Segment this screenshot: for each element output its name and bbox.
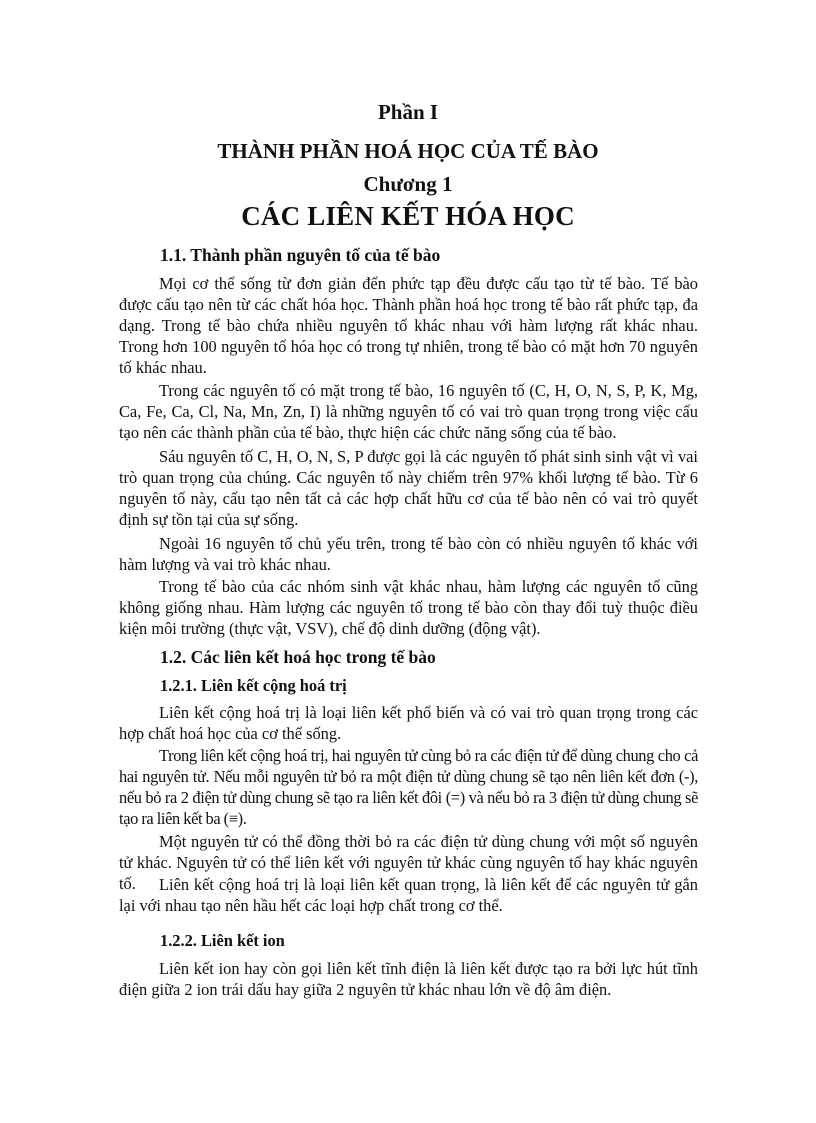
paragraph: Một nguyên tử có thể đồng thời bỏ ra các điện tử dùng chung với một số nguyên tử khác. Nguyên tử có thể liên kết với nguyên tử khác cùng nguyên tố hay khác nguyên tố. [119, 832, 698, 893]
subsection-1-2-1-body-4 [119, 874, 698, 916]
paragraph: Mọi cơ thể sống từ đơn giản đến phức tạp đều được cấu tạo từ tế bào. Tế bào được cấu tạo nên từ các chất hóa học. Thành phần hoá học trong tế bào rất phức tạp, đa dạng. Trong tế bào chứa nhiều nguyên tố khác nhau với hàm lượng rất khác nhau. Trong hơn 100 nguyên tố hóa học có trong tự nhiên, trong tế bào có mặt hơn 70 nguyên tố khác nhau. [119, 274, 698, 377]
section-1-1-body-3 [119, 446, 698, 530]
subsection-1-2-1-body [119, 702, 698, 744]
paragraph: Ngoài 16 nguyên tố chủ yếu trên, trong tế bào còn có nhiều nguyên tố khác với hàm lượng và vai trò khác nhau. [119, 534, 698, 574]
chapter-title: CÁC LIÊN KẾT HÓA HỌC [241, 201, 575, 231]
part-title: THÀNH PHẦN HOÁ HỌC CỦA TẾ BÀO [217, 139, 599, 163]
paragraph: Liên kết cộng hoá trị là loại liên kết phổ biến và có vai trò quan trọng trong các hợp chất hoá học của cơ thể sống. [119, 703, 698, 743]
subsection-heading-1-2-1: 1.2.1. Liên kết cộng hoá trị [160, 676, 347, 695]
subsection-1-2-1-body-2 [119, 745, 698, 829]
section-heading-1-2: 1.2. Các liên kết hoá học trong tế bào [160, 647, 436, 667]
paragraph: Trong tế bào của các nhóm sinh vật khác nhau, hàm lượng các nguyên tố cũng không giống nhau. Hàm lượng các nguyên tố trong tế bào còn thay đổi tuỳ thuộc điều kiện môi trường (thực vật, VSV), chế độ dinh dưỡng (động vật). [119, 577, 698, 638]
paragraph: Liên kết cộng hoá trị là loại liên kết quan trọng, là liên kết để các nguyên tử gắn lại với nhau tạo nên hầu hết các loại hợp chất trong cơ thể. [119, 875, 698, 915]
subsection-1-2-2-body [119, 958, 698, 1000]
section-1-1-body-5 [119, 576, 698, 639]
section-1-1-body-4 [119, 533, 698, 575]
paragraph: Liên kết ion hay còn gọi liên kết tĩnh điện là liên kết được tạo ra bởi lực hút tĩnh điện giữa 2 ion trái dấu hay giữa 2 nguyên tử khác nhau lớn về độ âm điện. [119, 959, 698, 999]
subsection-heading-1-2-2: 1.2.2. Liên kết ion [160, 931, 285, 950]
part-label: Phần I [377, 100, 439, 124]
section-heading-1-1: 1.1. Thành phần nguyên tố của tế bào [160, 245, 441, 265]
paragraph: Sáu nguyên tố C, H, O, N, S, P được gọi là các nguyên tố phát sinh sinh vật vì vai trò quan trọng của chúng. Các nguyên tố này chiếm trên 97% khối lượng tế bào. Từ 6 nguyên tố này, cấu tạo nên tất cả các hợp chất hữu cơ của tế bào nên có vai trò quyết định sự tồn tại của sự sống. [119, 447, 698, 529]
section-1-1-body-2 [119, 380, 698, 443]
chapter-label: Chương 1 [363, 172, 453, 196]
section-1-1-body [119, 273, 698, 378]
paragraph: Trong các nguyên tố có mặt trong tế bào, 16 nguyên tố (C, H, O, N, S, P, K, Mg, Ca, Fe, Ca, Cl, Na, Mn, Zn, I) là những nguyên tố có vai trò quan trọng trong việc cấu tạo nên các thành phần của tế bào, thực hiện các chức năng sống của tế bào. [119, 381, 698, 442]
paragraph: Trong liên kết cộng hoá trị, hai nguyên tử cùng bỏ ra các điện tử để dùng chung cho cả hai nguyên tử. Nếu mỗi nguyên tử bỏ ra một điện tử dùng chung sẽ tạo nên liên kết đơn (-), nếu bỏ ra 2 điện tử dùng chung sẽ tạo ra liên kết đôi (=) và nếu bỏ ra 3 điện tử dùng chung sẽ tạo ra liên kết ba (≡). [119, 746, 698, 828]
